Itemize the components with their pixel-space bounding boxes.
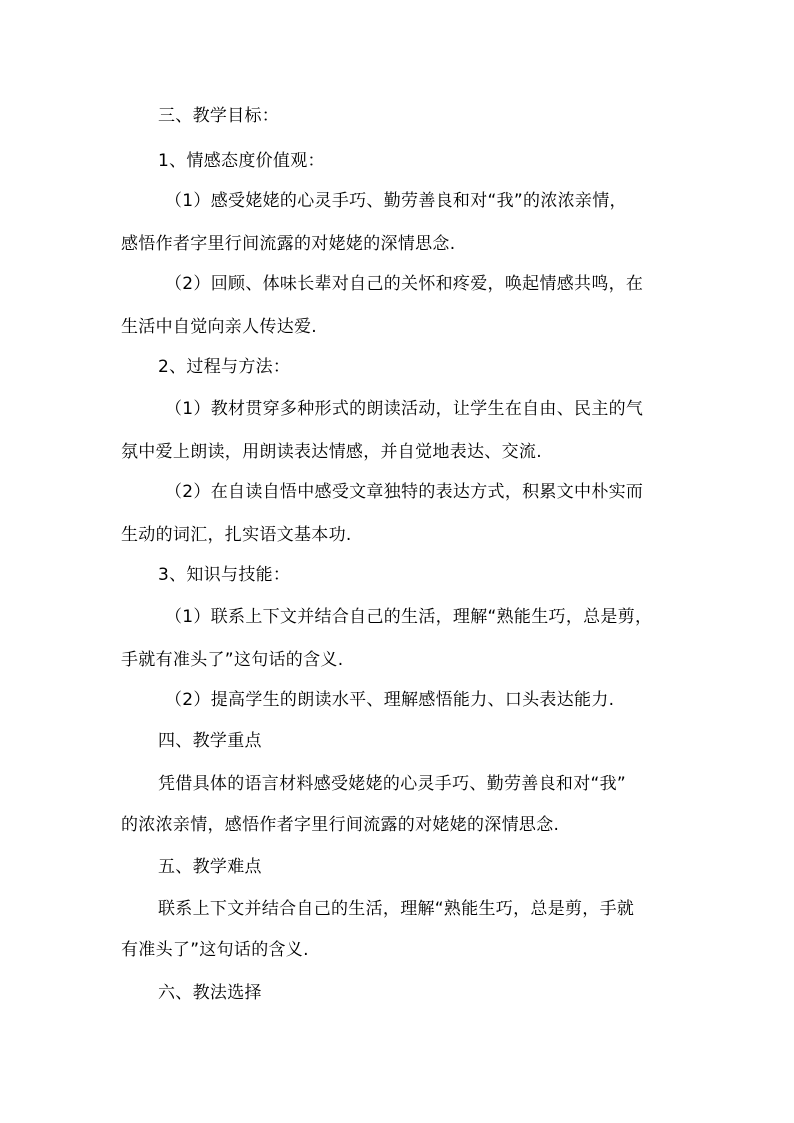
paragraph-line: 联系上下文并结合自己的生活，理解“熟能生巧，总是剪，手就	[158, 899, 635, 919]
subheading-knowledge-skills: 3、知识与技能：	[158, 565, 291, 585]
paragraph-line: 氛中爱上朗读，用朗读表达情感，并自觉地表达、交流.	[121, 442, 542, 462]
paragraph-line: （1）感受姥姥的心灵手巧、勤劳善良和对“我”的浓浓亲情，	[165, 191, 627, 211]
paragraph-line: （1）教材贯穿多种形式的朗读活动，让学生在自由、民主的气	[165, 399, 644, 419]
subheading-process-methods: 2、过程与方法：	[158, 357, 291, 377]
paragraph-line: 的浓浓亲情，感悟作者字里行间流露的对姥姥的深情思念.	[121, 815, 560, 835]
heading-teaching-goals: 三、教学目标：	[158, 106, 280, 126]
paragraph-line: （2）在自读自悟中感受文章独特的表达方式，积累文中朴实而	[165, 482, 644, 502]
paragraph-line: 有准头了”这句话的含义.	[121, 940, 309, 960]
paragraph-line: （2）回顾、体味长辈对自己的关怀和疼爱，唤起情感共鸣，在	[165, 274, 644, 294]
paragraph-line: 凭借具体的语言材料感受姥姥的心灵手巧、勤劳善良和对“我”	[158, 774, 627, 794]
paragraph-line: （2）提高学生的朗读水平、理解感悟能力、口头表达能力.	[165, 690, 615, 710]
heading-method-selection: 六、教法选择	[158, 983, 262, 1003]
paragraph-line: （1）联系上下文并结合自己的生活，理解“熟能生巧，总是剪，	[165, 607, 653, 627]
paragraph-line: 生活中自觉向亲人传达爱.	[121, 317, 318, 337]
paragraph-line: 手就有准头了”这句话的含义.	[121, 650, 344, 670]
paragraph-line: 感悟作者字里行间流露的对姥姥的深情思念.	[121, 234, 456, 254]
heading-teaching-difficulty: 五、教学难点	[158, 857, 262, 877]
heading-teaching-focus: 四、教学重点	[158, 731, 262, 751]
subheading-emotion-values: 1、情感态度价值观：	[158, 151, 325, 171]
paragraph-line: 生动的词汇，扎实语文基本功.	[121, 525, 352, 545]
